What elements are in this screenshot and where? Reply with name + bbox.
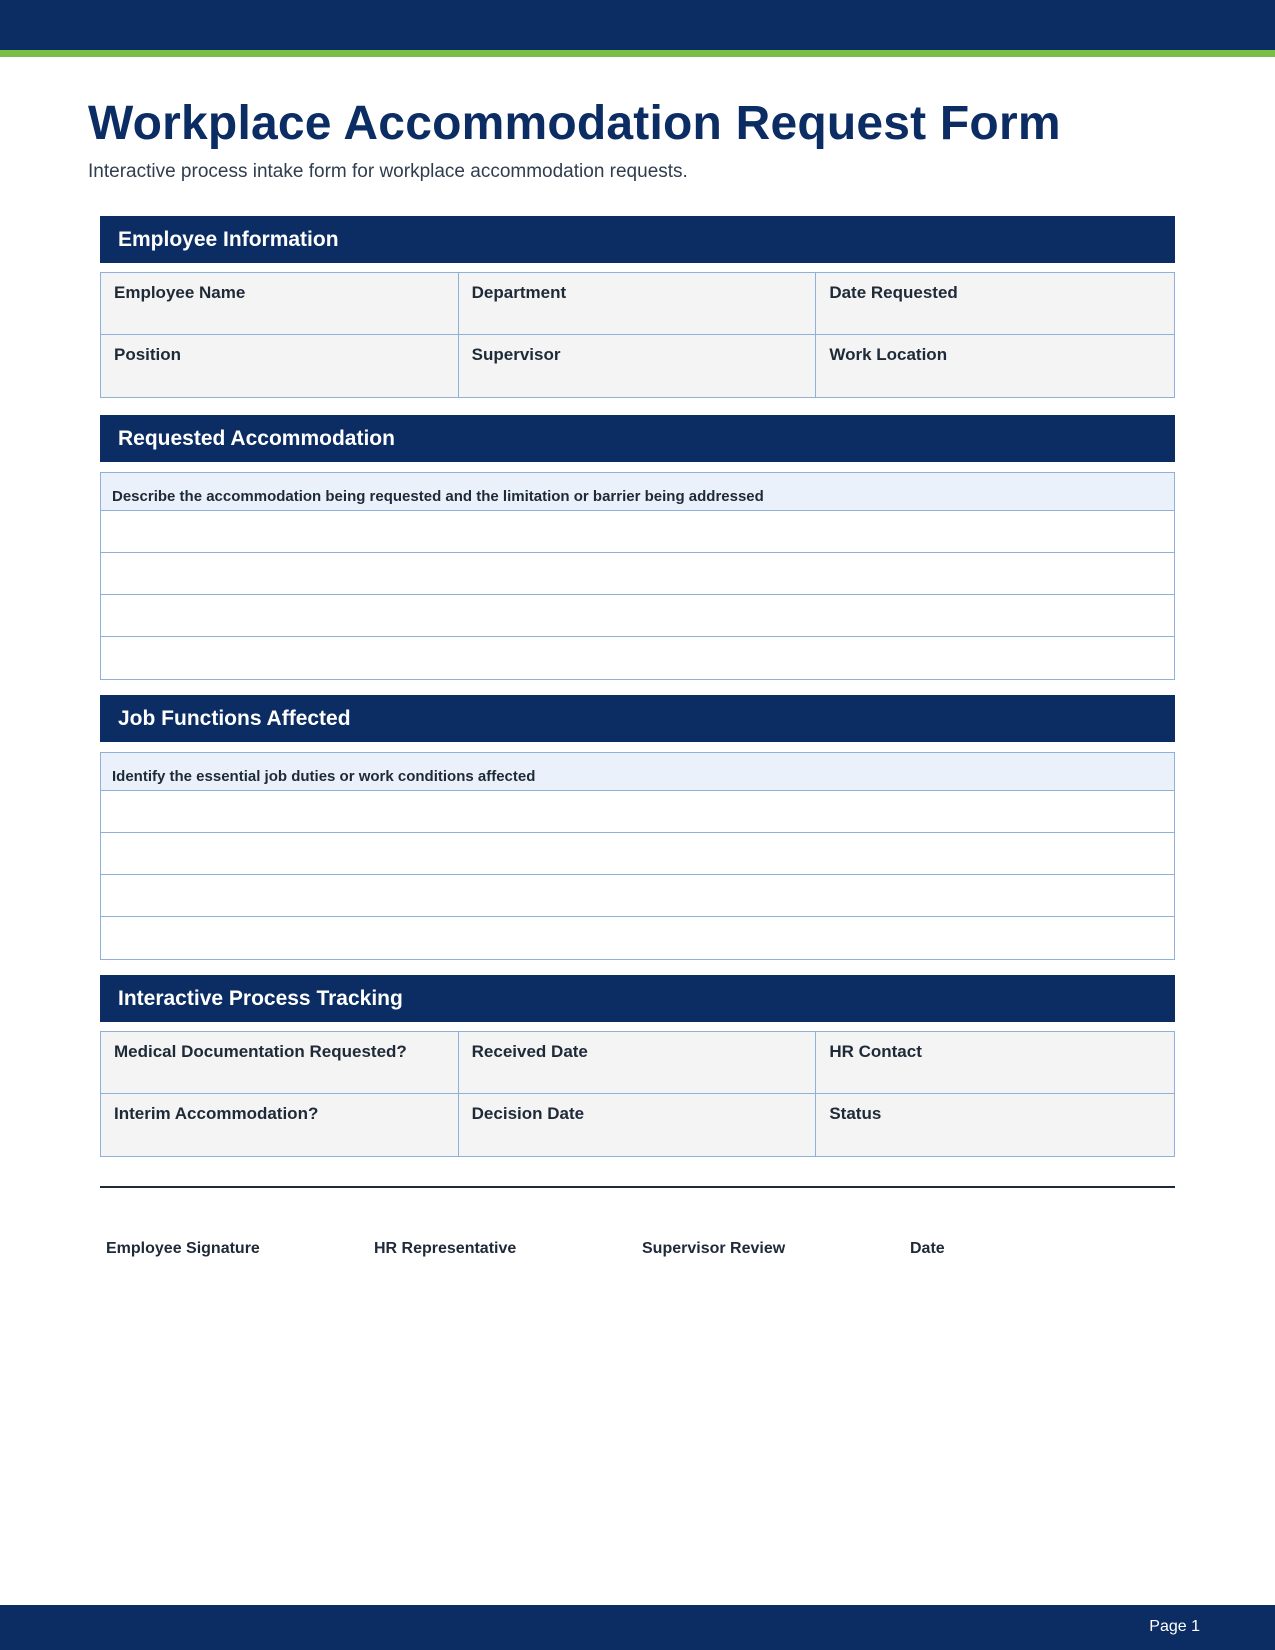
received-date-field[interactable]: Received Date (459, 1032, 817, 1094)
decision-date-field[interactable]: Decision Date (459, 1094, 817, 1156)
header-bar (0, 0, 1275, 50)
section-header-process-tracking: Interactive Process Tracking (100, 975, 1175, 1022)
signature-date-label[interactable]: Date (910, 1240, 945, 1257)
hr-contact-field[interactable]: HR Contact (816, 1032, 1174, 1094)
section-header-job-functions: Job Functions Affected (100, 695, 1175, 742)
job-functions-line[interactable] (101, 791, 1174, 833)
page-subtitle: Interactive process intake form for workplace accommodation requests. (88, 161, 688, 182)
medical-documentation-field[interactable]: Medical Documentation Requested? (101, 1032, 459, 1094)
footer-bar (0, 1605, 1275, 1650)
hr-representative-label[interactable]: HR Representative (374, 1240, 517, 1257)
work-location-field[interactable]: Work Location (829, 345, 948, 364)
department-field[interactable]: Department (459, 273, 817, 335)
accommodation-line[interactable] (101, 637, 1174, 679)
accommodation-prompt: Describe the accommodation being requested and the limitation or barrier being addressed (101, 473, 1174, 511)
accommodation-line[interactable] (101, 595, 1174, 637)
accommodation-description-box[interactable] (100, 472, 1175, 680)
page-title: Workplace Accommodation Request Form (88, 97, 1061, 150)
job-functions-box[interactable] (100, 752, 1175, 960)
signature-rule (100, 1186, 1175, 1188)
date-requested-field[interactable]: Date Requested (816, 273, 1174, 335)
job-functions-line[interactable] (101, 833, 1174, 875)
job-functions-line[interactable] (101, 917, 1174, 959)
header-accent-line (0, 50, 1275, 57)
employee-info-grid (100, 272, 1175, 398)
job-functions-line[interactable] (101, 875, 1174, 917)
supervisor-review-label[interactable]: Supervisor Review (642, 1240, 786, 1257)
section-header-employee-information: Employee Information (100, 216, 1175, 263)
accommodation-line[interactable] (101, 553, 1174, 595)
page-number: Page 1 (1149, 1618, 1200, 1635)
employee-name-field[interactable]: Employee Name (101, 273, 459, 335)
position-field[interactable]: Position (101, 335, 459, 397)
job-functions-prompt: Identify the essential job duties or work conditions affected (101, 753, 1174, 791)
status-field[interactable]: Status (829, 1104, 882, 1123)
section-header-requested-accommodation: Requested Accommodation (100, 415, 1175, 462)
accommodation-line[interactable] (101, 511, 1174, 553)
employee-signature-label[interactable]: Employee Signature (106, 1240, 260, 1257)
supervisor-field[interactable]: Supervisor (459, 335, 817, 397)
interim-accommodation-field[interactable]: Interim Accommodation? (101, 1094, 459, 1156)
process-tracking-grid (100, 1031, 1175, 1157)
